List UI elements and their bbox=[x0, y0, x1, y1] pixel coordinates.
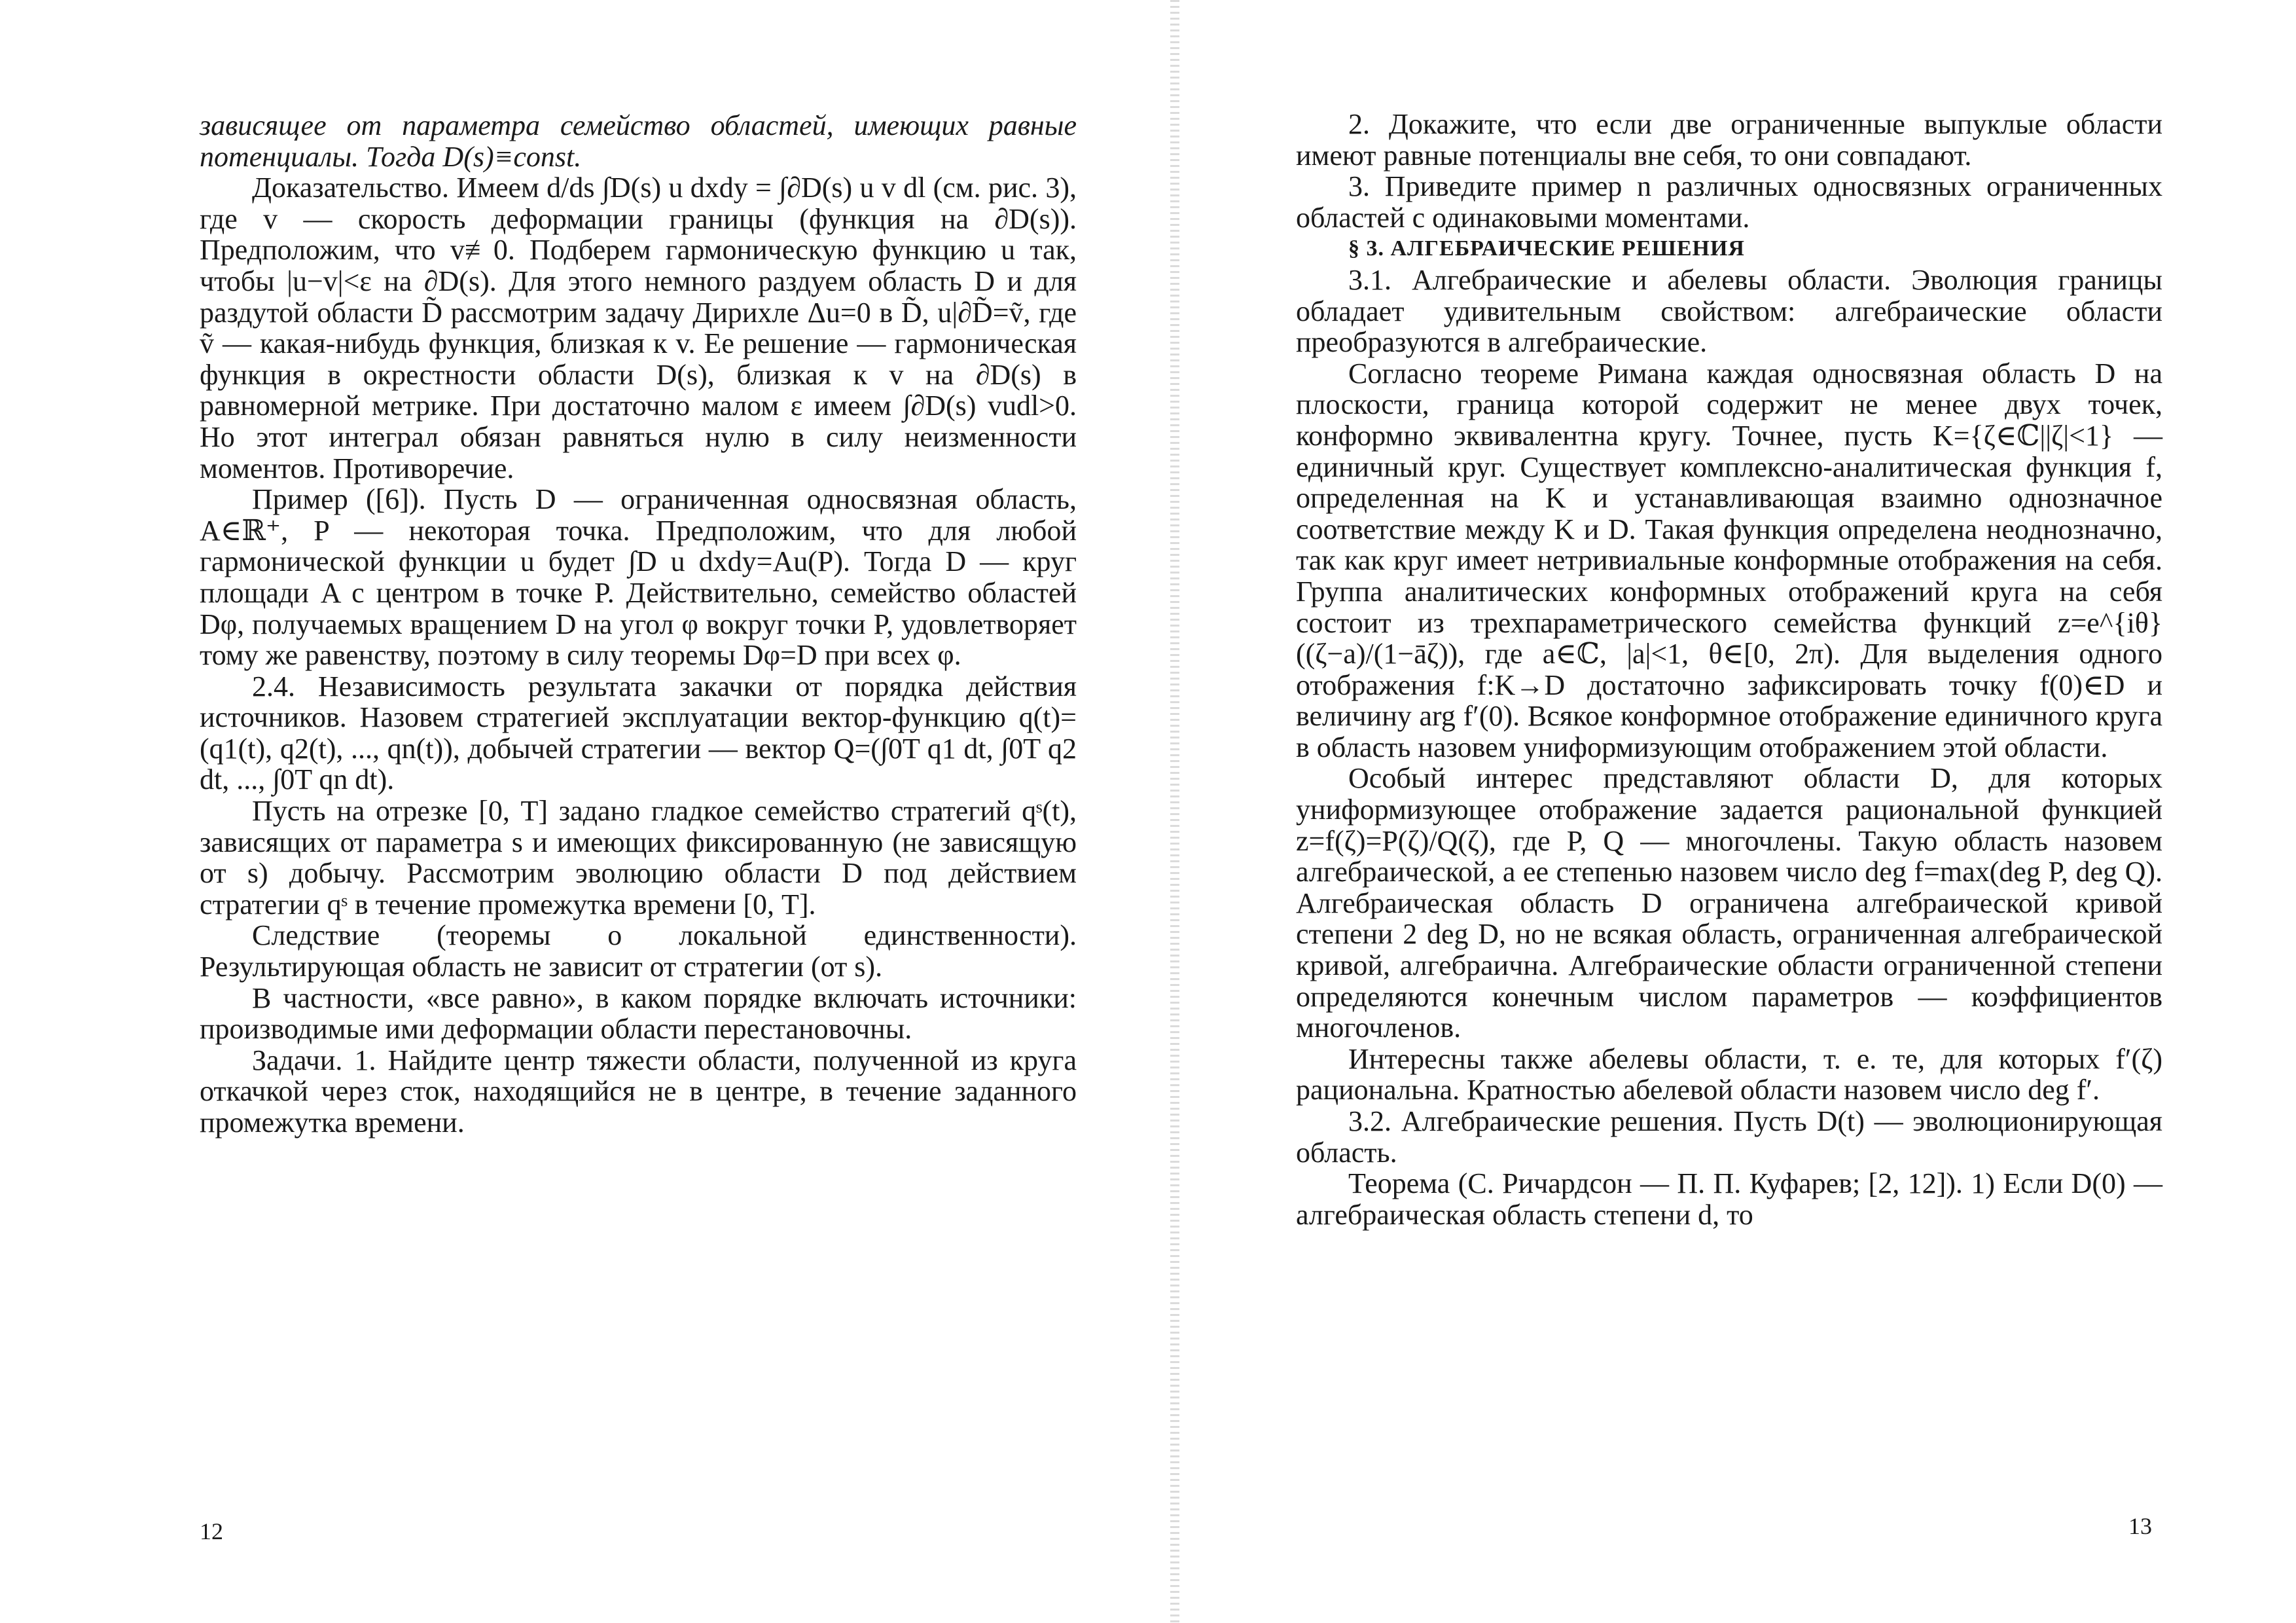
paragraph: Интересны также абелевы области, т. е. те, для которых f′(ζ) рациональна. Кратностью абелевой области назовем число deg f′. bbox=[1296, 1042, 2162, 1106]
right-page bbox=[1172, 0, 2296, 1623]
paragraph: Задачи. 1. Найдите центр тяжести области, полученной из круга откачкой через сток, находящийся не в центре, в течение заданного промежутка времени. bbox=[200, 1044, 1077, 1139]
paragraph: 3.1. Алгебраические и абелевы области. Эволюция границы обладает удивительным свойством: алгебраические области преобразуются в алгебраические. bbox=[1296, 263, 2162, 359]
paragraph: В частности, «все равно», в каком порядке включать источники: производимые ими деформации области перестановочны. bbox=[200, 981, 1077, 1046]
page-number: 12 bbox=[200, 1518, 223, 1544]
page-number: 13 bbox=[2128, 1513, 2152, 1539]
problem: 3. Приведите пример n различных односвязных ограниченных областей с одинаковыми моментами. bbox=[1296, 170, 2162, 234]
paragraph: Пусть на отрезке [0, T] задано гладкое семейство стратегий qˢ(t), зависящих от параметра s и имеющих фиксированную (не зависящую от s) добычу. Рассмотрим эволюцию области D под действием стратегии qˢ в течение промежутка времени [0, T]. bbox=[200, 795, 1077, 921]
paragraph: зависящее от параметра семейство областей, имеющих равные потенциалы. Тогда D(s)≡const. bbox=[200, 109, 1077, 173]
problem: 2. Докажите, что если две ограниченные выпуклые области имеют равные потенциалы вне себя, то они совпадают. bbox=[1296, 108, 2162, 172]
left-text-column bbox=[200, 110, 1077, 1139]
paragraph: Следствие (теоремы о локальной единственности). Результирующая область не зависит от стратегии (от s). bbox=[200, 919, 1077, 983]
paragraph: Особый интерес представляют области D, для которых униформизующее отображение задается рациональной функцией z=f(ζ)=P(ζ)/Q(ζ), где P, Q — многочлены. Такую область назовем алгебраической, а ее степенью назовем число deg f=max(deg P, deg Q). Алгебраическая область D ограничена алгебраической кривой степени 2 deg D, но не всякая область, ограниченная алгебраической кривой, алгебраична. Алгебраические области ограниченной степени определяются конечным числом параметров — коэффициентов многочленов. bbox=[1296, 762, 2162, 1044]
paragraph: Доказательство. Имеем d/ds ∫D(s) u dxdy = ∫∂D(s) u v dl (см. рис. 3), где v — скорость деформации границы (функция на ∂D(s)). Предположим, что v≢0. Подберем гармоническую функцию u так, чтобы |u−v|<ε на ∂D(s). Для этого немного раздуем область D и для раздутой области D̃ рассмотрим задачу Дирихле Δu=0 в D̃, u|∂D̃=ṽ, где ṽ — какая-нибудь функция, близкая к v. Ее решение — гармоническая функция в окрестности области D(s), близкая к v на ∂D(s) в равномерной метрике. При достаточно малом ε имеем ∫∂D(s) vudl>0. Но этот интеграл обязан равняться нулю в силу неизменности моментов. Противоречие. bbox=[200, 172, 1077, 484]
paragraph: Согласно теореме Римана каждая односвязная область D на плоскости, граница которой содержит не менее двух точек, конформно эквивалентна кругу. Точнее, пусть K={ζ∈ℂ||ζ|<1} — единичный круг. Существует комплексно-аналитическая функция f, определенная на K и устанавливающая взаимно однозначное соответствие между K и D. Такая функция определена неоднозначно, так как круг имеет нетривиальные конформные отображения на себя. Группа аналитических конформных отображений круга на себя состоит из трехпараметрического семейства функций z=e^{iθ}((ζ−a)/(1−āζ)), где a∈ℂ, |a|<1, θ∈[0, 2π). Для выделения одного отображения f:K→D достаточно зафиксировать точку f(0)∈D и величину arg f′(0). Всякое конформное отображение единичного круга в область назовем униформизующим отображением этой области. bbox=[1296, 357, 2162, 763]
paragraph: 3.2. Алгебраические решения. Пусть D(t) — эволюционирующая область. bbox=[1296, 1105, 2162, 1169]
paragraph: Пример ([6]). Пусть D — ограниченная односвязная область, A∈ℝ⁺, P — некоторая точка. Предположим, что для любой гармонической функции u будет ∫D u dxdy=Au(P). Тогда D — круг площади A с центром в точке P. Действительно, семейство областей Dφ, получаемых вращением D на угол φ вокруг точки P, удовлетворяет тому же равенству, поэтому в силу теоремы Dφ=D при всех φ. bbox=[200, 483, 1077, 672]
paragraph: Теорема (С. Ричардсон — П. П. Куфарев; [2, 12]). 1) Если D(0) — алгебраическая область степени d, то bbox=[1296, 1167, 2162, 1231]
right-text-column bbox=[1296, 109, 2162, 1230]
section-heading: § 3. АЛГЕБРАИЧЕСКИЕ РЕШЕНИЯ bbox=[1348, 236, 1745, 261]
paragraph: 2.4. Независимость результата закачки от порядка действия источников. Назовем стратегией эксплуатации вектор-функцию q(t)=(q1(t), q2(t), ..., qn(t)), добычей стратегии — вектор Q=(∫0T q1 dt, ∫0T q2 dt, ..., ∫0T qn dt). bbox=[200, 670, 1077, 796]
